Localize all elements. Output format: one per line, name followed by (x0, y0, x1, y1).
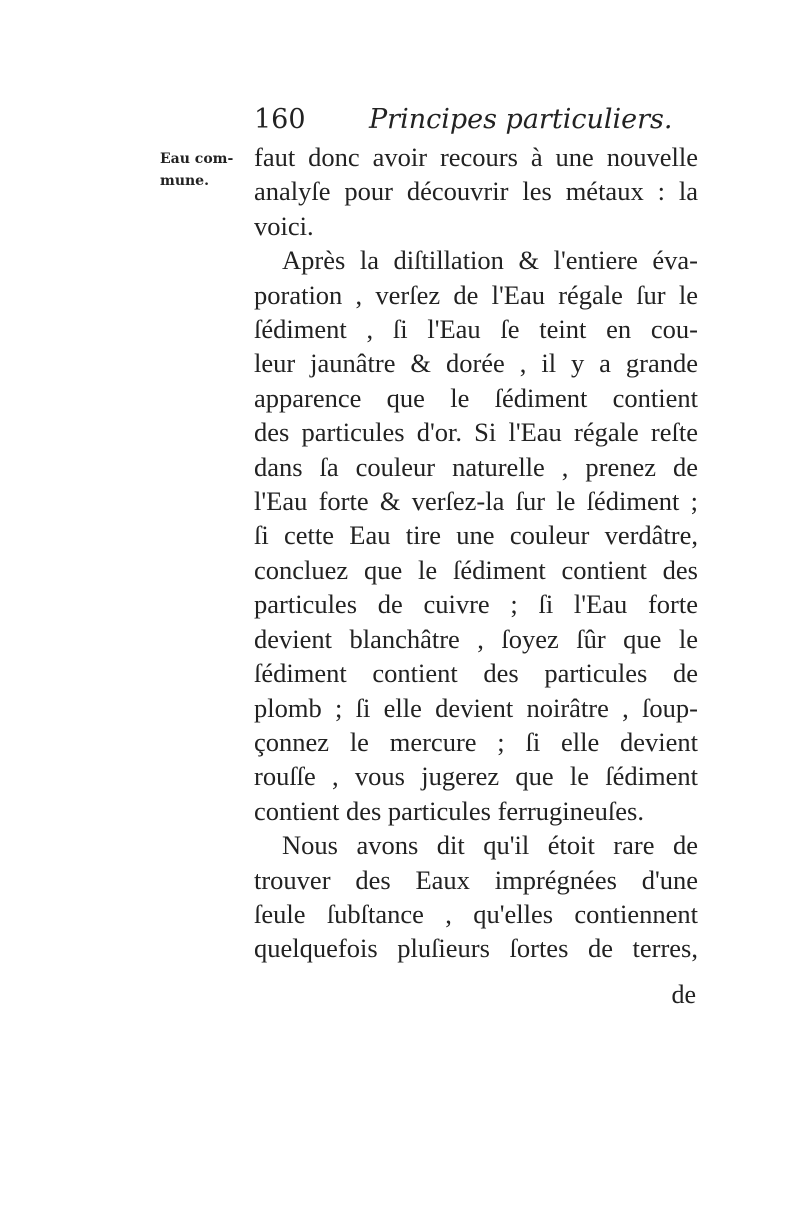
text-line: particules de cuivre ; ſi l'Eau forte (254, 589, 698, 620)
text-line: voici. (254, 210, 314, 241)
text-line: faut donc avoir recours à une nouvelle (254, 142, 698, 172)
text-line: ſédiment contient des particules de (254, 658, 698, 689)
page-header (254, 104, 714, 144)
text-line: devient blanchâtre , ſoyez ſûr que le (254, 623, 698, 654)
margin-note-line: Eau com- (160, 151, 234, 167)
text-line: rouſſe , vous jugerez que le ſédiment (254, 761, 698, 792)
text-line: apparence que le ſédiment contient (254, 382, 698, 413)
text-line: l'Eau forte & verſez-la ſur le ſédiment ; (254, 486, 698, 517)
text-line: Après la diſtillation & l'entiere éva- (282, 245, 698, 276)
text-line: plomb ; ſi elle devient noirâtre , ſoup- (254, 692, 698, 723)
text-line: contient des particules ferrugineuſes. (254, 795, 644, 826)
text-line: concluez que le ſédiment contient des (254, 554, 698, 585)
text-line: ſi cette Eau tire une couleur verdâtre, (254, 520, 698, 551)
text-line: leur jaunâtre & dorée , il y a grande (254, 348, 698, 379)
body-text (254, 140, 698, 966)
text-line: trouver des Eaux imprégnées d'une (254, 864, 698, 895)
text-line: quelquefois pluſieurs ſortes de terres, (254, 933, 698, 964)
text-line: ſédiment , ſi l'Eau ſe teint en cou- (254, 314, 698, 345)
text-line: çonnez le mercure ; ſi elle devient (254, 726, 698, 757)
text-line: analyſe pour découvrir les métaux : la (254, 176, 698, 207)
text-line: des particules d'or. Si l'Eau régale reſte (254, 417, 698, 448)
text-line: Nous avons dit qu'il étoit rare de (282, 830, 698, 861)
margin-note-line: mune. (160, 173, 209, 189)
text-line: poration , verſez de l'Eau régale ſur le (254, 279, 698, 310)
text-line: dans ſa couleur naturelle , prenez de (254, 451, 698, 482)
page-number: 160 (254, 104, 306, 135)
margin-note (160, 148, 260, 192)
catchword: de (671, 980, 696, 1009)
running-title: Principes particuliers. (369, 104, 673, 135)
text-line: ſeule ſubſtance , qu'elles contiennent (254, 898, 698, 929)
